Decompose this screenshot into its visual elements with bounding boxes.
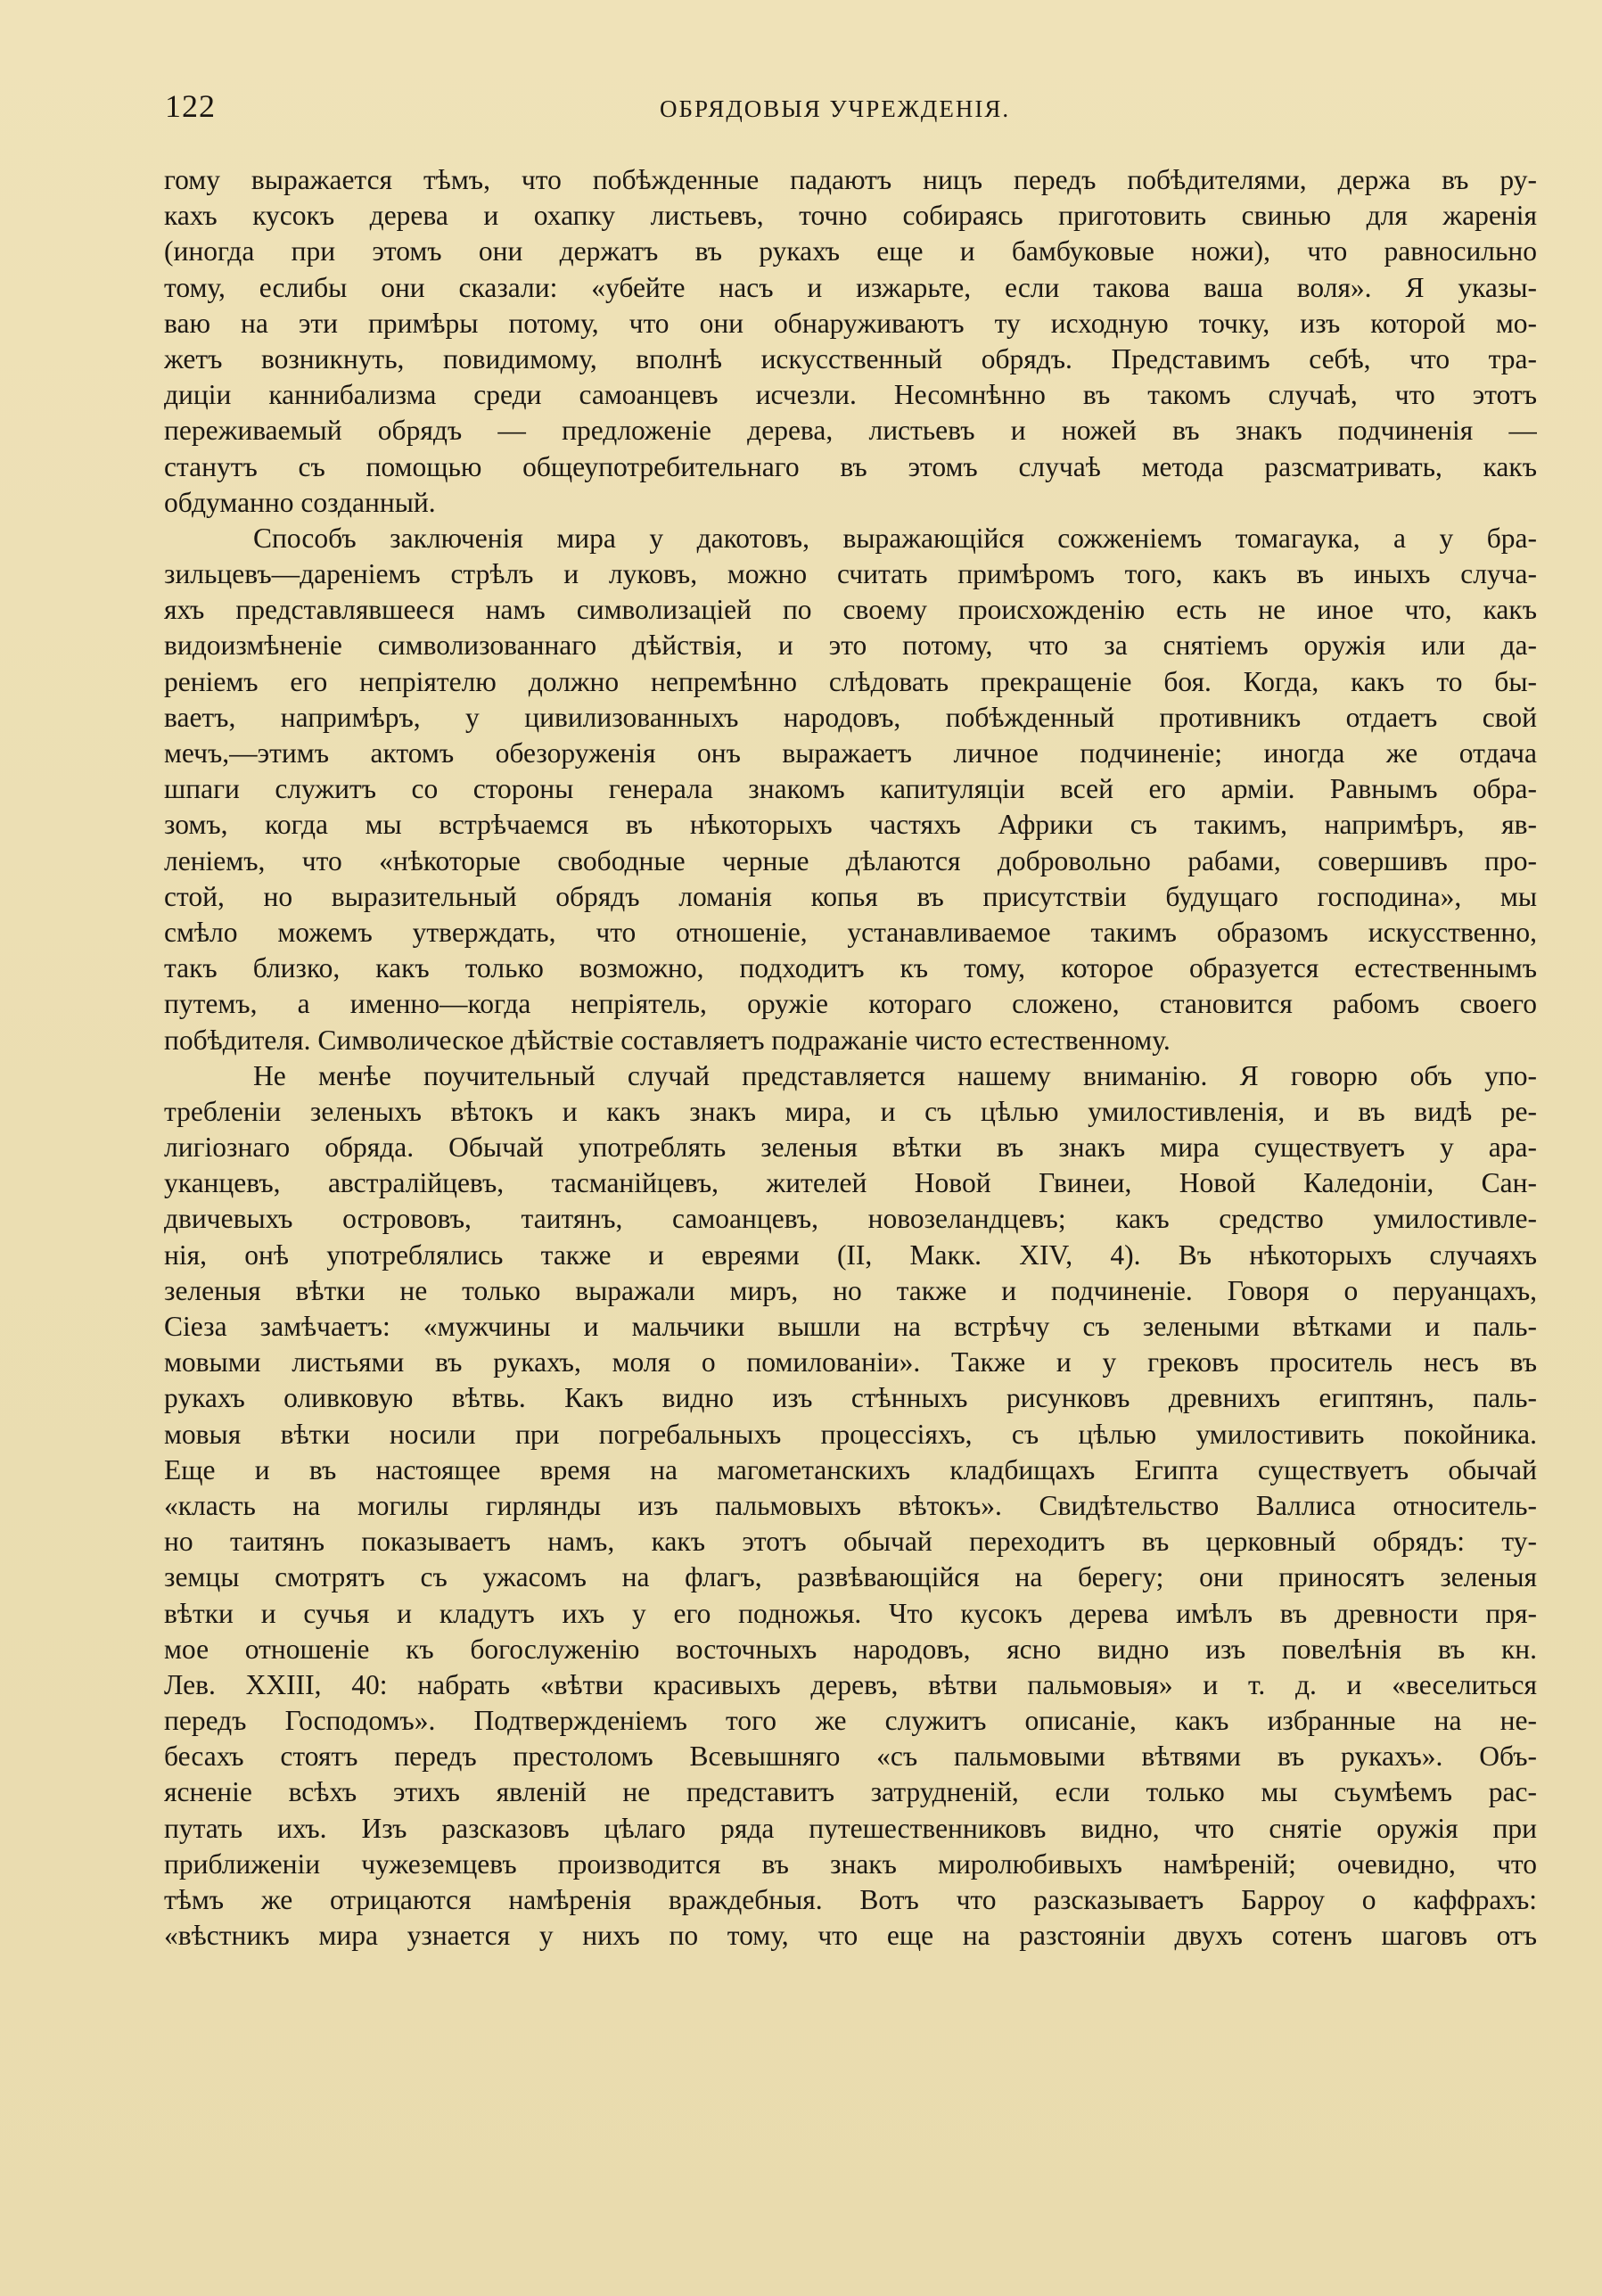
text-line: Еще и въ настоящее время на магометанскихъ кладбищахъ Египта существуетъ обычай (164, 1453, 1537, 1485)
text-line: тому, еслибы они сказали: «убейте насъ и изжарьте, если такова ваша воля». Я указы- (164, 271, 1537, 303)
text-line: мое отношеніе къ богослуженію восточныхъ народовъ, ясно видно изъ повелѣнія въ кн. (164, 1633, 1537, 1665)
text-line: Способъ заключенія мира у дакотовъ, выражающійся сожженіемъ томагаука, а у бра- (253, 522, 1537, 554)
text-line: мовыя вѣтки носили при погребальныхъ процессіяхъ, съ цѣлью умилостивить покойника. (164, 1418, 1537, 1450)
text-line: ясненіе всѣхъ этихъ явленій не представитъ затрудненій, если только мы съумѣемъ рас- (164, 1776, 1537, 1808)
text-line: зеленыя вѣтки не только выражали миръ, но также и подчиненіе. Говоря о перуанцахъ, (164, 1274, 1537, 1306)
text-line: путать ихъ. Изъ разсказовъ цѣлаго ряда путешественниковъ видно, что снятіе оружія при (164, 1812, 1537, 1844)
text-line: станутъ съ помощью общеупотребительнаго въ этомъ случаѣ метода разсматривать, какъ (164, 450, 1537, 482)
text-line: леніемъ, что «нѣкоторые свободные черные дѣлаются добровольно рабами, совершивъ про- (164, 844, 1537, 876)
body-text (164, 162, 1537, 1954)
text-line: побѣдителя. Символическое дѣйствіе составляетъ подражаніе чисто естественному. (164, 1024, 1171, 1056)
text-line: земцы смотрятъ съ ужасомъ на флагъ, развѣвающійся на берегу; они приносятъ зеленыя (164, 1561, 1537, 1593)
text-line: Не менѣе поучительный случай представляется нашему вниманію. Я говорю объ упо- (253, 1059, 1537, 1091)
text-line: «класть на могилы гирлянды изъ пальмовыхъ вѣтокъ». Свидѣтельство Валлиса относитель- (164, 1489, 1537, 1521)
text-line: стой, но выразительный обрядъ ломанія копья въ присутствіи будущаго господина», мы (164, 880, 1537, 912)
text-line: «вѣстникъ мира узнается у нихъ по тому, что еще на разстояніи двухъ сотенъ шаговъ отъ (164, 1920, 1537, 1952)
text-line: Сіеза замѣчаетъ: «мужчины и мальчики вышли на встрѣчу съ зелеными вѣтками и паль- (164, 1311, 1537, 1342)
text-line: жетъ возникнуть, повидимому, вполнѣ искусственный обрядъ. Представимъ себѣ, что тра- (164, 342, 1537, 374)
text-line: вѣтки и сучья и кладутъ ихъ у его подножья. Что кусокъ дерева имѣлъ въ древности пря- (164, 1597, 1537, 1629)
text-line: кахъ кусокъ дерева и охапку листьевъ, точно собираясь приготовить свинью для жаренія (164, 200, 1537, 232)
text-line: (иногда при этомъ они держатъ въ рукахъ еще и бамбуковые ножи), что равносильно (164, 235, 1537, 267)
text-line: переживаемый обрядъ — предложеніе дерева, листьевъ и ножей въ знакъ подчиненія — (164, 415, 1537, 447)
text-line: Лев. XXIII, 40: набрать «вѣтви красивыхъ деревъ, вѣтви пальмовыя» и т. д. и «веселиться (164, 1668, 1537, 1700)
page-header (160, 86, 1542, 130)
text-line: видоизмѣненіе символизованнаго дѣйствія, и это потому, что за снятіемъ оружія или да- (164, 630, 1537, 662)
text-line: диціи каннибализма среди самоанцевъ исчезли. Несомнѣнно въ такомъ случаѣ, что этотъ (164, 379, 1537, 411)
text-line: такъ близко, какъ только возможно, подходитъ къ тому, которое образуется естественнымъ (164, 952, 1537, 984)
running-head: ОБРЯДОВЫЯ УЧРЕЖДЕНІЯ. (660, 95, 1011, 122)
text-line: смѣло можемъ утверждать, что отношеніе, устанавливаемое такимъ образомъ искусственно, (164, 916, 1537, 948)
text-line: уканцевъ, австралійцевъ, тасманійцевъ, жителей Новой Гвинеи, Новой Каледоніи, Сан- (164, 1167, 1537, 1199)
text-line: приближеніи чужеземцевъ производится въ знакъ миролюбивыхъ намѣреній; очевидно, что (164, 1847, 1537, 1880)
text-line: обдуманно созданный. (164, 486, 436, 518)
text-line: ваетъ, напримѣръ, у цивилизованныхъ народовъ, побѣжденный противникъ отдаетъ свой (164, 701, 1537, 733)
text-line: лигіознаго обряда. Обычай употреблять зеленыя вѣтки въ знакъ мира существуетъ у ара- (164, 1132, 1537, 1164)
text-line: яхъ представлявшееся намъ символизаціей по своему происхожденію есть не иное что, какъ (164, 594, 1537, 626)
text-line: бесахъ стоятъ передъ престоломъ Всевышняго «съ пальмовыми вѣтвями въ рукахъ». Объ- (164, 1741, 1537, 1773)
text-line: нія, онѣ употреблялись также и евреями (II, Макк. XIV, 4). Въ нѣкоторыхъ случаяхъ (164, 1239, 1537, 1271)
text-line: шпаги служитъ со стороны генерала знакомъ капитуляціи всей его арміи. Равнымъ обра- (164, 773, 1537, 805)
text-line: гому выражается тѣмъ, что побѣжденные падаютъ ницъ передъ побѣдителями, держа въ ру- (164, 164, 1537, 195)
text-line: требленіи зеленыхъ вѣтокъ и какъ знакъ мира, и съ цѣлью умилостивленія, и въ видѣ ре- (164, 1095, 1537, 1127)
text-line: реніемъ его непріятелю должно непремѣнно слѣдовать прекращеніе боя. Когда, какъ то бы- (164, 665, 1537, 697)
text-line: путемъ, а именно—когда непріятель, оружіе котораго сложено, становится рабомъ своего (164, 988, 1537, 1020)
text-line: ваю на эти примѣры потому, что они обнаруживаютъ ту исходную точку, изъ которой мо- (164, 307, 1537, 339)
text-line: тѣмъ же отрицаются намѣренія враждебныя. Вотъ что разсказываетъ Барроу о каффрахъ: (164, 1884, 1537, 1915)
text-line: мечъ,—этимъ актомъ обезоруженія онъ выражаетъ личное подчиненіе; иногда же отдача (164, 737, 1537, 769)
text-line: зильцевъ—дареніемъ стрѣлъ и луковъ, можно считать примѣромъ того, какъ въ иныхъ случа- (164, 558, 1537, 590)
text-line: двичевыхъ острововъ, таитянъ, самоанцевъ, новозеландцевъ; какъ средство умилостивле- (164, 1203, 1537, 1235)
text-line: мовыми листьями въ рукахъ, моля о помилованіи». Также и у грековъ проситель несъ въ (164, 1346, 1537, 1378)
page-number: 122 (165, 88, 216, 124)
text-line: зомъ, когда мы встрѣчаемся въ нѣкоторыхъ частяхъ Африки съ такимъ, напримѣръ, яв- (164, 809, 1537, 841)
text-line: рукахъ оливковую вѣтвь. Какъ видно изъ стѣнныхъ рисунковъ древнихъ египтянъ, паль- (164, 1382, 1537, 1414)
text-line: но таитянъ показываетъ намъ, какъ этотъ обычай переходитъ въ церковный обрядъ: ту- (164, 1526, 1537, 1558)
text-line: передъ Господомъ». Подтвержденіемъ того же служитъ описаніе, какъ избранные на не- (164, 1705, 1537, 1737)
